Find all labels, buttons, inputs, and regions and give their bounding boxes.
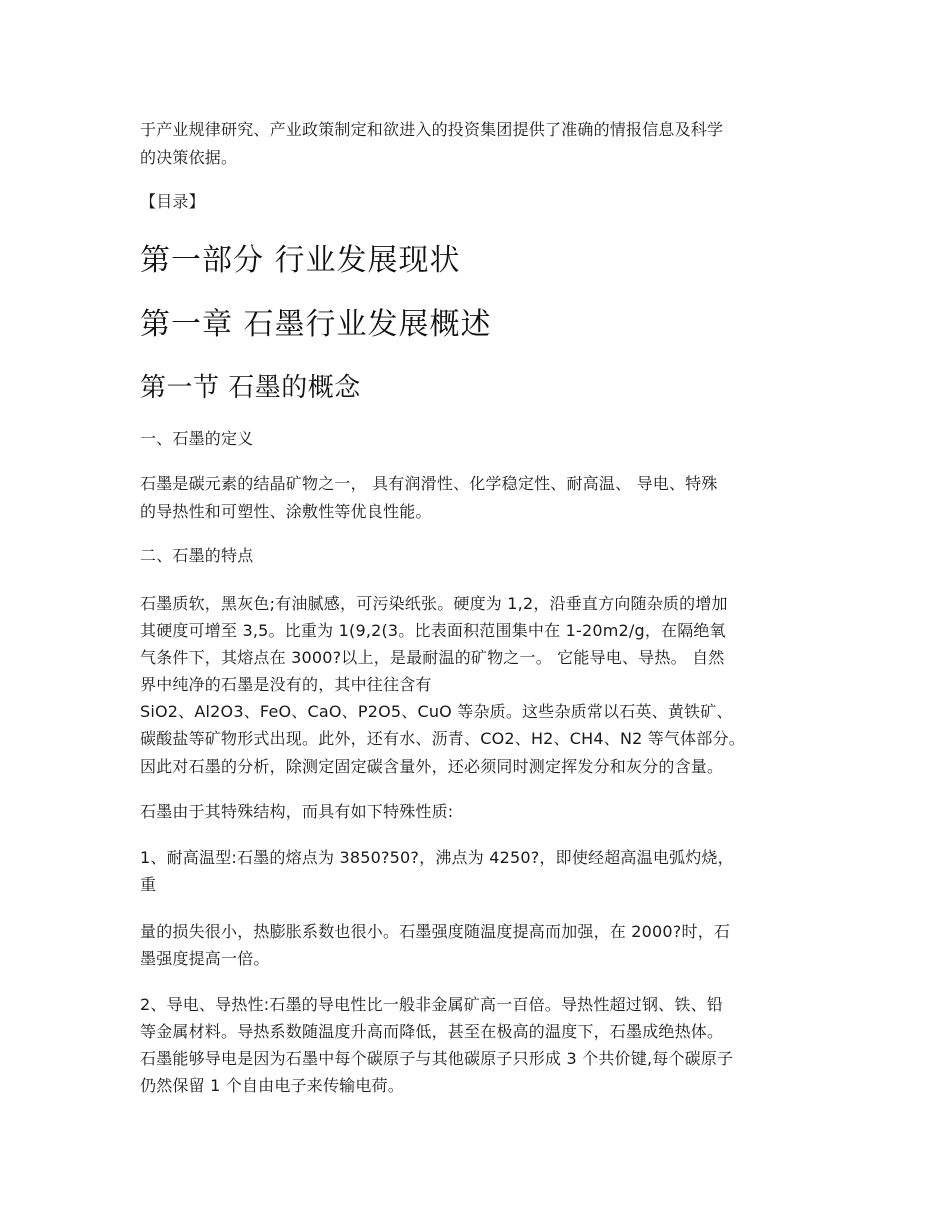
item1-line-2: 重: [140, 875, 157, 894]
section-title: 第一节 石墨的概念: [140, 373, 361, 403]
definition-line-2: 的导热性和可塑性、涂敷性等优良性能。: [140, 502, 432, 521]
features-para1-line: 石墨质软，黑灰色;有油腻感，可污染纸张。硬度为 1,2，沿垂直方向随杂质的增加: [140, 594, 728, 613]
item2-line: 仍然保留 1 个自由电子来传输电荷。: [140, 1076, 404, 1095]
part-title: 第一部分 行业发展现状: [140, 243, 461, 278]
item2-line: 2、导电、导热性:石墨的导电性比一般非金属矿高一百倍。导热性超过钢、铁、铅: [140, 995, 723, 1014]
features-para1-line: 碳酸盐等矿物形式出现。此外，还有水、沥青、CO2、H2、CH4、N2 等气体部分。: [140, 729, 745, 748]
features-para1-line: SiO2、Al2O3、FeO、CaO、P2O5、CuO 等杂质。这些杂质常以石英、黄铁矿、: [140, 702, 733, 721]
item1-line-1: 1、耐高温型:石墨的熔点为 3850?50?，沸点为 4250?，即使经超高温电弧灼烧，: [140, 848, 734, 867]
item2-line: 石墨能够导电是因为石墨中每个碳原子与其他碳原子只形成 3 个共价键,每个碳原子: [140, 1049, 734, 1068]
features-para2: 石墨由于其特殊结构，而具有如下特殊性质:: [140, 802, 454, 821]
features-heading: 二、石墨的特点: [140, 546, 254, 565]
intro-line-1: 于产业规律研究、产业政策制定和欲进入的投资集团提供了准确的情报信息及科学: [140, 120, 724, 139]
chapter-title: 第一章 石墨行业发展概述: [140, 307, 492, 342]
features-para1-line: 因此对石墨的分析，除测定固定碳含量外，还必须同时测定挥发分和灰分的含量。: [140, 757, 724, 776]
features-para1-line: 界中纯净的石墨是没有的，其中往往含有: [140, 675, 432, 694]
toc-label: 【目录】: [140, 192, 205, 211]
features-para1-line: 其硬度可增至 3,5。比重为 1(9,2(3。比表面积范围集中在 1-20m2/g，在隔绝氧: [140, 621, 726, 640]
features-para1-line: 气条件下，其熔点在 3000?以上，是最耐温的矿物之一。 它能导电、导热。 自然: [140, 648, 725, 667]
item1-cont-line: 量的损失很小，热膨胀系数也很小。石墨强度随温度提高而加强，在 2000?时，石: [140, 922, 731, 941]
definition-heading: 一、石墨的定义: [140, 429, 254, 448]
item1-cont-line: 墨强度提高一倍。: [140, 949, 270, 968]
intro-line-2: 的决策依据。: [140, 148, 238, 167]
definition-line-1: 石墨是碳元素的结晶矿物之一， 具有润滑性、化学稳定性、耐高温、 导电、特殊: [140, 474, 718, 493]
item2-line: 等金属材料。导热系数随温度升高而降低，甚至在极高的温度下，石墨成绝热体。: [140, 1022, 724, 1041]
